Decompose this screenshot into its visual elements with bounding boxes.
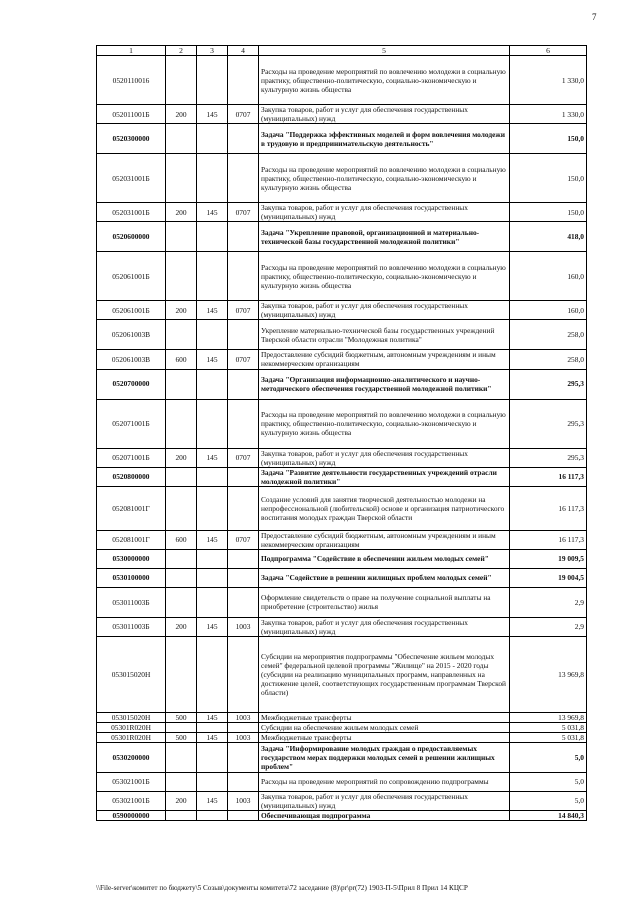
table-row	[97, 154, 587, 203]
code-cell: 053021001Б	[97, 772, 166, 791]
table-row	[97, 732, 587, 742]
code-cell: 0520800000	[97, 467, 166, 486]
expense-type-cell	[166, 587, 197, 617]
table-row	[97, 636, 587, 712]
expense-type-cell: 200	[166, 448, 197, 467]
description-cell: Расходы на проведение мероприятий по вовлечению молодежи в социальную практику, общественно-политическую, социально-экономическую и культурную жизнь общества	[259, 399, 510, 448]
expense-type-cell	[166, 56, 197, 105]
amount-cell: 1 330,0	[510, 56, 587, 105]
table-row	[97, 105, 587, 124]
table-row	[97, 320, 587, 350]
amount-cell: 150,0	[510, 203, 587, 222]
expense-type-cell	[166, 124, 197, 154]
section-code-cell	[228, 56, 259, 105]
table-row	[97, 587, 587, 617]
section-code-cell	[228, 369, 259, 399]
amount-cell: 258,0	[510, 350, 587, 369]
description-cell: Задача "Развитие деятельности государственных учреждений отрасли молодежной политики"	[259, 467, 510, 486]
table-row	[97, 742, 587, 772]
table-row	[97, 467, 587, 486]
ministry-code-cell	[197, 722, 228, 732]
amount-cell: 5,0	[510, 742, 587, 772]
description-cell: Закупка товаров, работ и услуг для обеспечения государственных (муниципальных) нужд	[259, 203, 510, 222]
table-row	[97, 791, 587, 810]
table-row	[97, 772, 587, 791]
amount-cell: 150,0	[510, 154, 587, 203]
expense-type-cell: 200	[166, 203, 197, 222]
expense-type-cell: 500	[166, 732, 197, 742]
table-row	[97, 56, 587, 105]
header-col-1: 1	[97, 46, 166, 56]
ministry-code-cell: 145	[197, 791, 228, 810]
expense-type-cell	[166, 722, 197, 732]
section-code-cell	[228, 549, 259, 568]
expense-type-cell: 600	[166, 530, 197, 549]
table-row	[97, 530, 587, 549]
section-code-cell	[228, 154, 259, 203]
description-cell: Подпрограмма "Содействие в обеспечении жильем молодых семей"	[259, 549, 510, 568]
section-code-cell	[228, 486, 259, 530]
section-code-cell: 0707	[228, 350, 259, 369]
section-code-cell	[228, 222, 259, 252]
amount-cell: 19 009,5	[510, 549, 587, 568]
code-cell: 053011003Б	[97, 587, 166, 617]
amount-cell: 2,9	[510, 587, 587, 617]
section-code-cell	[228, 252, 259, 301]
description-cell: Задача "Информирование молодых граждан о предоставляемых государством мерах поддержки молодых семей в решении жилищных проблем"	[259, 742, 510, 772]
description-cell: Межбюджетные трансферты	[259, 732, 510, 742]
expense-type-cell: 200	[166, 301, 197, 320]
description-cell: Обеспечивающая подпрограмма	[259, 810, 510, 820]
section-code-cell: 1003	[228, 791, 259, 810]
description-cell: Предоставление субсидий бюджетным, автономным учреждениям и иным некоммерческим организациям	[259, 530, 510, 549]
table-row	[97, 568, 587, 587]
ministry-code-cell	[197, 636, 228, 712]
amount-cell: 16 117,3	[510, 467, 587, 486]
description-cell: Предоставление субсидий бюджетным, автономным учреждениям и иным некоммерческим организациям	[259, 350, 510, 369]
description-cell: Укрепление материально-технической базы государственных учреждений Тверской области отрасли "Молодежная политика"	[259, 320, 510, 350]
code-cell: 0530100000	[97, 568, 166, 587]
amount-cell: 295,3	[510, 448, 587, 467]
amount-cell: 258,0	[510, 320, 587, 350]
code-cell: 052031001Б	[97, 154, 166, 203]
section-code-cell	[228, 320, 259, 350]
section-code-cell: 0707	[228, 105, 259, 124]
code-cell: 053015020Н	[97, 636, 166, 712]
code-cell: 052061001Б	[97, 301, 166, 320]
section-code-cell	[228, 124, 259, 154]
ministry-code-cell: 145	[197, 732, 228, 742]
description-cell: Задача "Укрепление правовой, организационной и материально-технической базы государственной молодежной политики"	[259, 222, 510, 252]
description-cell: Задача "Поддержка эффективных моделей и форм вовлечения молодежи в трудовую и предпринимательскую деятельность"	[259, 124, 510, 154]
code-cell: 053021001Б	[97, 791, 166, 810]
page-number: 7	[592, 12, 597, 22]
section-code-cell	[228, 722, 259, 732]
section-code-cell: 1003	[228, 617, 259, 636]
description-cell: Закупка товаров, работ и услуг для обеспечения государственных (муниципальных) нужд	[259, 791, 510, 810]
table-row	[97, 712, 587, 722]
ministry-code-cell	[197, 56, 228, 105]
code-cell: 0520600000	[97, 222, 166, 252]
amount-cell: 160,0	[510, 301, 587, 320]
description-cell: Межбюджетные трансферты	[259, 712, 510, 722]
ministry-code-cell	[197, 810, 228, 820]
code-cell: 05301R020Н	[97, 732, 166, 742]
amount-cell: 5,0	[510, 791, 587, 810]
section-code-cell: 0707	[228, 448, 259, 467]
ministry-code-cell	[197, 399, 228, 448]
code-cell: 052061003В	[97, 320, 166, 350]
expense-type-cell	[166, 154, 197, 203]
description-cell: Расходы на проведение мероприятий по вовлечению молодежи в социальную практику, общественно-политическую, социально-экономическую и культурную жизнь общества	[259, 154, 510, 203]
expense-type-cell	[166, 399, 197, 448]
code-cell: 052031001Б	[97, 203, 166, 222]
expense-type-cell	[166, 467, 197, 486]
ministry-code-cell: 145	[197, 617, 228, 636]
amount-cell: 295,3	[510, 399, 587, 448]
expense-type-cell: 600	[166, 350, 197, 369]
budget-table	[96, 45, 587, 821]
section-code-cell	[228, 568, 259, 587]
code-cell: 0520700000	[97, 369, 166, 399]
ministry-code-cell	[197, 549, 228, 568]
section-code-cell: 0707	[228, 530, 259, 549]
expense-type-cell	[166, 810, 197, 820]
ministry-code-cell: 145	[197, 105, 228, 124]
description-cell: Закупка товаров, работ и услуг для обеспечения государственных (муниципальных) нужд	[259, 448, 510, 467]
code-cell: 05301R020Н	[97, 722, 166, 732]
ministry-code-cell: 145	[197, 448, 228, 467]
ministry-code-cell	[197, 587, 228, 617]
section-code-cell	[228, 772, 259, 791]
ministry-code-cell	[197, 320, 228, 350]
description-cell: Закупка товаров, работ и услуг для обеспечения государственных (муниципальных) нужд	[259, 301, 510, 320]
code-cell: 0530000000	[97, 549, 166, 568]
section-code-cell: 0707	[228, 203, 259, 222]
amount-cell: 5 031,8	[510, 732, 587, 742]
code-cell: 052081001Г	[97, 530, 166, 549]
section-code-cell	[228, 742, 259, 772]
expense-type-cell: 200	[166, 105, 197, 124]
code-cell: 052011001Б	[97, 105, 166, 124]
description-cell: Закупка товаров, работ и услуг для обеспечения государственных (муниципальных) нужд	[259, 617, 510, 636]
amount-cell: 150,0	[510, 124, 587, 154]
description-cell: Субсидии на мероприятия подпрограммы "Обеспечение жильем молодых семей" федеральной целевой программы "Жилище" на 2015 - 2020 годы (субсидии на реализацию муниципальных программ, направленных на достижение целей, соответствующих государственным программам Тверской области)	[259, 636, 510, 712]
table-row	[97, 549, 587, 568]
description-cell: Оформление свидетельств о праве на получение социальной выплаты на приобретение (строительство) жилья	[259, 587, 510, 617]
section-code-cell: 0707	[228, 301, 259, 320]
code-cell: 052071001Б	[97, 399, 166, 448]
ministry-code-cell: 145	[197, 530, 228, 549]
expense-type-cell	[166, 252, 197, 301]
table-row	[97, 369, 587, 399]
description-cell: Расходы на проведение мероприятий по сопровождению подпрограммы	[259, 772, 510, 791]
description-cell: Задача "Организация информационно-аналитического и научно-методического обеспечения государственной молодежной политики"	[259, 369, 510, 399]
code-cell: 052061001Б	[97, 252, 166, 301]
amount-cell: 418,0	[510, 222, 587, 252]
table-row	[97, 124, 587, 154]
ministry-code-cell	[197, 568, 228, 587]
code-cell: 0590000000	[97, 810, 166, 820]
section-code-cell	[228, 636, 259, 712]
section-code-cell	[228, 467, 259, 486]
ministry-code-cell	[197, 742, 228, 772]
expense-type-cell	[166, 549, 197, 568]
ministry-code-cell	[197, 467, 228, 486]
ministry-code-cell: 145	[197, 203, 228, 222]
table-row	[97, 810, 587, 820]
amount-cell: 19 004,5	[510, 568, 587, 587]
description-cell: Расходы на проведение мероприятий по вовлечению молодежи в социальную практику, общественно-политическую, социально-экономическую и культурную жизнь общества	[259, 56, 510, 105]
code-cell: 0520300000	[97, 124, 166, 154]
amount-cell: 2,9	[510, 617, 587, 636]
header-col-4: 4	[228, 46, 259, 56]
amount-cell: 13 969,8	[510, 636, 587, 712]
description-cell: Задача "Содействие в решении жилищных проблем молодых семей"	[259, 568, 510, 587]
expense-type-cell: 200	[166, 791, 197, 810]
code-cell: 0520110016	[97, 56, 166, 105]
ministry-code-cell: 145	[197, 350, 228, 369]
ministry-code-cell	[197, 369, 228, 399]
table-row	[97, 617, 587, 636]
ministry-code-cell	[197, 154, 228, 203]
table-row	[97, 350, 587, 369]
description-cell: Субсидии на обеспечение жильем молодых семей	[259, 722, 510, 732]
expense-type-cell: 500	[166, 712, 197, 722]
section-code-cell: 1003	[228, 732, 259, 742]
code-cell: 052071001Б	[97, 448, 166, 467]
description-cell: Расходы на проведение мероприятий по вовлечению молодежи в социальную практику, общественно-политическую, социально-экономическую и культурную жизнь общества	[259, 252, 510, 301]
amount-cell: 5,0	[510, 772, 587, 791]
footer-file-path: \\File-server\комитет по бюджету\5 Созыв\документы комитета\72 заседание (8)\pr\pr(72) 1903-П-5\Прил 8 Прил 14 КЦСР	[96, 884, 468, 892]
table-row	[97, 301, 587, 320]
table-row	[97, 252, 587, 301]
expense-type-cell: 200	[166, 617, 197, 636]
section-code-cell	[228, 399, 259, 448]
expense-type-cell	[166, 772, 197, 791]
header-col-3: 3	[197, 46, 228, 56]
code-cell: 052061003В	[97, 350, 166, 369]
code-cell: 052081001Г	[97, 486, 166, 530]
table-row	[97, 222, 587, 252]
expense-type-cell	[166, 222, 197, 252]
expense-type-cell	[166, 636, 197, 712]
amount-cell: 1 330,0	[510, 105, 587, 124]
header-col-2: 2	[166, 46, 197, 56]
ministry-code-cell: 145	[197, 301, 228, 320]
expense-type-cell	[166, 369, 197, 399]
amount-cell: 16 117,3	[510, 486, 587, 530]
table-row	[97, 203, 587, 222]
code-cell: 0530200000	[97, 742, 166, 772]
amount-cell: 14 840,3	[510, 810, 587, 820]
description-cell: Создание условий для занятия творческой деятельностью молодежи на непрофессиональной (любительской) основе и организация патриотического воспитания молодых граждан Тверской области	[259, 486, 510, 530]
expense-type-cell	[166, 320, 197, 350]
section-code-cell	[228, 587, 259, 617]
ministry-code-cell	[197, 772, 228, 791]
table-row	[97, 399, 587, 448]
amount-cell: 16 117,3	[510, 530, 587, 549]
ministry-code-cell	[197, 124, 228, 154]
expense-type-cell	[166, 568, 197, 587]
table-row	[97, 486, 587, 530]
amount-cell: 5 031,8	[510, 722, 587, 732]
table-row	[97, 722, 587, 732]
amount-cell: 13 969,8	[510, 712, 587, 722]
header-col-5: 5	[259, 46, 510, 56]
table-header-row	[97, 46, 587, 56]
ministry-code-cell	[197, 222, 228, 252]
code-cell: 053015020Н	[97, 712, 166, 722]
description-cell: Закупка товаров, работ и услуг для обеспечения государственных (муниципальных) нужд	[259, 105, 510, 124]
ministry-code-cell	[197, 252, 228, 301]
amount-cell: 160,0	[510, 252, 587, 301]
ministry-code-cell: 145	[197, 712, 228, 722]
ministry-code-cell	[197, 486, 228, 530]
table-body	[97, 56, 587, 821]
amount-cell: 295,3	[510, 369, 587, 399]
expense-type-cell	[166, 742, 197, 772]
table-row	[97, 448, 587, 467]
code-cell: 053011003Б	[97, 617, 166, 636]
header-col-6: 6	[510, 46, 587, 56]
section-code-cell	[228, 810, 259, 820]
expense-type-cell	[166, 486, 197, 530]
section-code-cell: 1003	[228, 712, 259, 722]
